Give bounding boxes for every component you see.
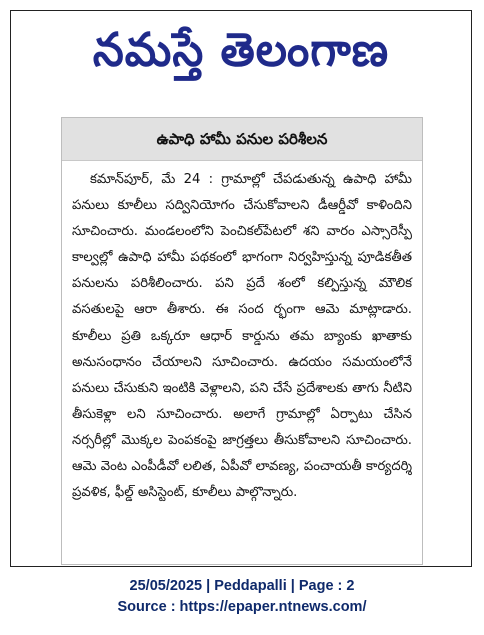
clipping-frame [10,10,472,567]
article-headline: ఉపాధి హామీ పనుల పరిశీలన [156,130,328,148]
edition-info: 25/05/2025 | Peddapalli | Page : 2 [129,578,355,594]
source-link[interactable]: Source : https://epaper.ntnews.com/ [117,599,367,615]
masthead-logo-text: నమస్తే తెలంగాణ [92,23,390,78]
article-clipping [61,117,423,565]
clipping-footer [0,576,484,618]
newspaper-masthead [11,11,471,93]
article-body: కమాన్‌పూర్, మే 24 : గ్రామాల్లో చేపడుతున్న ఉపాధి హామీ పనులు కూలీలు సద్వినియోగం చేసుకోవాలని డీఆర్డీవో కాళిందిని సూచించారు. మండలంలోని పెంచికల్‌పేటలో శని వారం ఎస్సారెస్పీ కాల్వల్లో ఉపాధి హామీ పథకంలో భాగంగా నిర్వహిస్తున్న పూడికతీత పనులను పరిశీలించారు. పని ప్రదే శంలో కల్పిస్తున్న మౌలిక వసతులపై ఆరా తీశారు. ఈ సంద ర్భంగా ఆమె మాట్లాడారు. కూలీలు ప్రతి ఒక్కరూ ఆధార్ కార్డును తమ బ్యాంకు ఖాతాకు అనుసంధానం చేయాలని సూచించారు. ఉదయం సమయంలోనే పనులు చేసుకుని ఇంటికి వెళ్లాలని, పని చేసే ప్రదేశాలకు తాగు నీటిని తీసుకెళ్లా లని సూచించారు. అలాగే గ్రామాల్లో ఏర్పాటు చేసిన నర్సరీల్లో మొక్కల పెంపకంపై జాగ్రత్తలు తీసుకోవాలని సూచించారు. ఆమె వెంట ఎంపీడీవో లలిత, ఏపీవో లావణ్య, పంచాయతీ కార్యదర్శి ప్రవళిక, ఫీల్డ్ అసిస్టెంట్, కూలీలు పాల్గొన్నారు. [72,172,412,501]
headline-band [62,118,422,161]
